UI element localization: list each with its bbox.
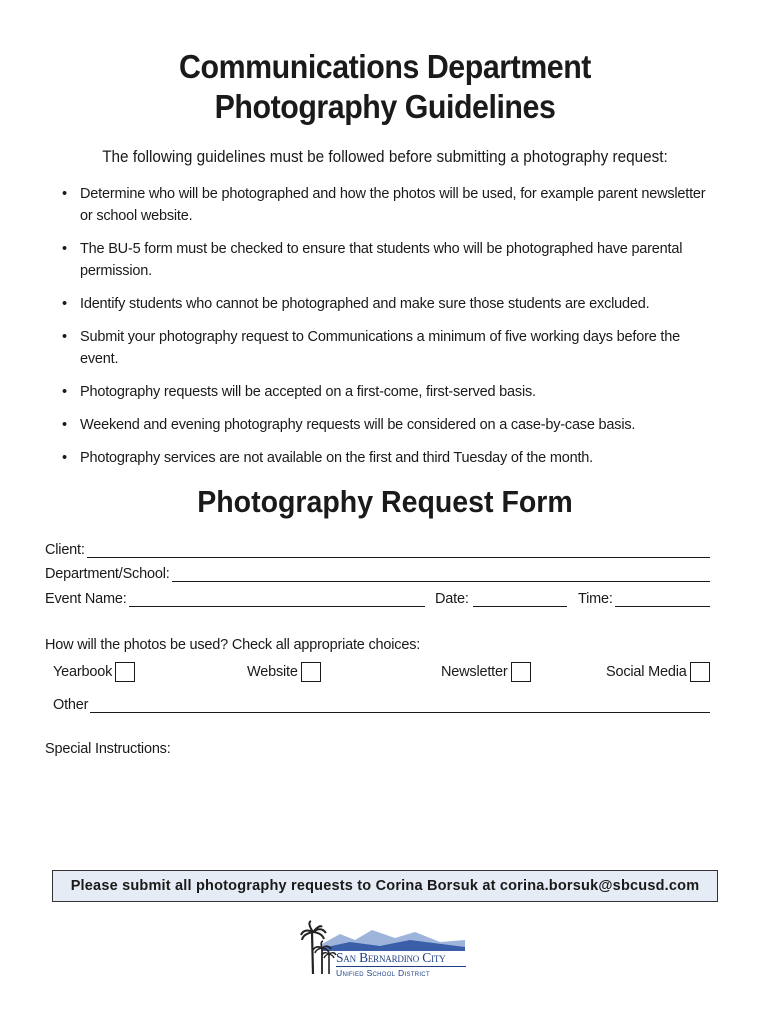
event-name-input-line[interactable] xyxy=(129,592,425,607)
website-label: Website xyxy=(247,664,298,680)
client-field[interactable] xyxy=(45,542,710,558)
guidelines-list xyxy=(62,183,712,480)
newsletter-checkbox[interactable] xyxy=(511,662,531,682)
date-input-line[interactable] xyxy=(473,592,567,607)
yearbook-choice[interactable] xyxy=(53,662,135,682)
newsletter-choice[interactable] xyxy=(441,662,531,682)
event-name-field[interactable] xyxy=(45,591,425,607)
submission-banner xyxy=(52,870,718,902)
usage-question: How will the photos be used? Check all appropriate choices: xyxy=(45,637,421,653)
guideline-item: • Identify students who cannot be photographed and make sure those students are excluded. xyxy=(62,293,712,315)
yearbook-label: Yearbook xyxy=(53,664,113,680)
department-label: Department/School: xyxy=(45,566,170,582)
social-media-label: Social Media xyxy=(606,664,687,680)
special-instructions-label: Special Instructions: xyxy=(45,741,171,757)
guideline-item: • The BU-5 form must be checked to ensure that students who will be photographed have parental permission. xyxy=(62,238,712,282)
time-label: Time: xyxy=(578,591,613,607)
district-logo xyxy=(300,920,470,980)
social-media-choice[interactable] xyxy=(606,662,710,682)
guideline-item: • Determine who will be photographed and how the photos will be used, for example parent newsletter or school website. xyxy=(62,183,712,227)
special-instructions-area[interactable] xyxy=(45,765,710,860)
website-checkbox[interactable] xyxy=(301,662,321,682)
time-field[interactable] xyxy=(578,591,710,607)
department-field[interactable] xyxy=(45,566,710,582)
page-title-line1: Communications Department xyxy=(179,48,591,85)
guideline-item: • Weekend and evening photography requests will be considered on a case-by-case basis. xyxy=(62,414,712,436)
logo-district-subtitle: Unified School District xyxy=(336,966,466,978)
logo-district-name: San Bernardino City xyxy=(336,950,446,965)
page-title-line2: Photography Guidelines xyxy=(214,88,556,125)
other-field[interactable] xyxy=(53,697,710,713)
time-input-line[interactable] xyxy=(615,592,710,607)
date-field[interactable] xyxy=(435,591,567,607)
client-label: Client: xyxy=(45,542,85,558)
website-choice[interactable] xyxy=(247,662,321,682)
guideline-item: • Photography requests will be accepted on a first-come, first-served basis. xyxy=(62,381,712,403)
form-title: Photography Request Form xyxy=(197,484,573,519)
guideline-item: • Submit your photography request to Communications a minimum of five working days before the event. xyxy=(62,326,712,370)
department-input-line[interactable] xyxy=(172,567,710,582)
event-name-label: Event Name: xyxy=(45,591,127,607)
intro-text: The following guidelines must be followed before submitting a photography request: xyxy=(102,147,668,166)
social-media-checkbox[interactable] xyxy=(690,662,710,682)
other-input-line[interactable] xyxy=(90,698,710,713)
client-input-line[interactable] xyxy=(87,543,710,558)
yearbook-checkbox[interactable] xyxy=(115,662,135,682)
guideline-item: • Photography services are not available on the first and third Tuesday of the month. xyxy=(62,447,712,469)
submission-text: Please submit all photography requests to Corina Borsuk at corina.borsuk@sbcusd.com xyxy=(70,878,700,894)
newsletter-label: Newsletter xyxy=(441,664,508,680)
date-label: Date: xyxy=(435,591,469,607)
other-label: Other xyxy=(53,697,89,713)
